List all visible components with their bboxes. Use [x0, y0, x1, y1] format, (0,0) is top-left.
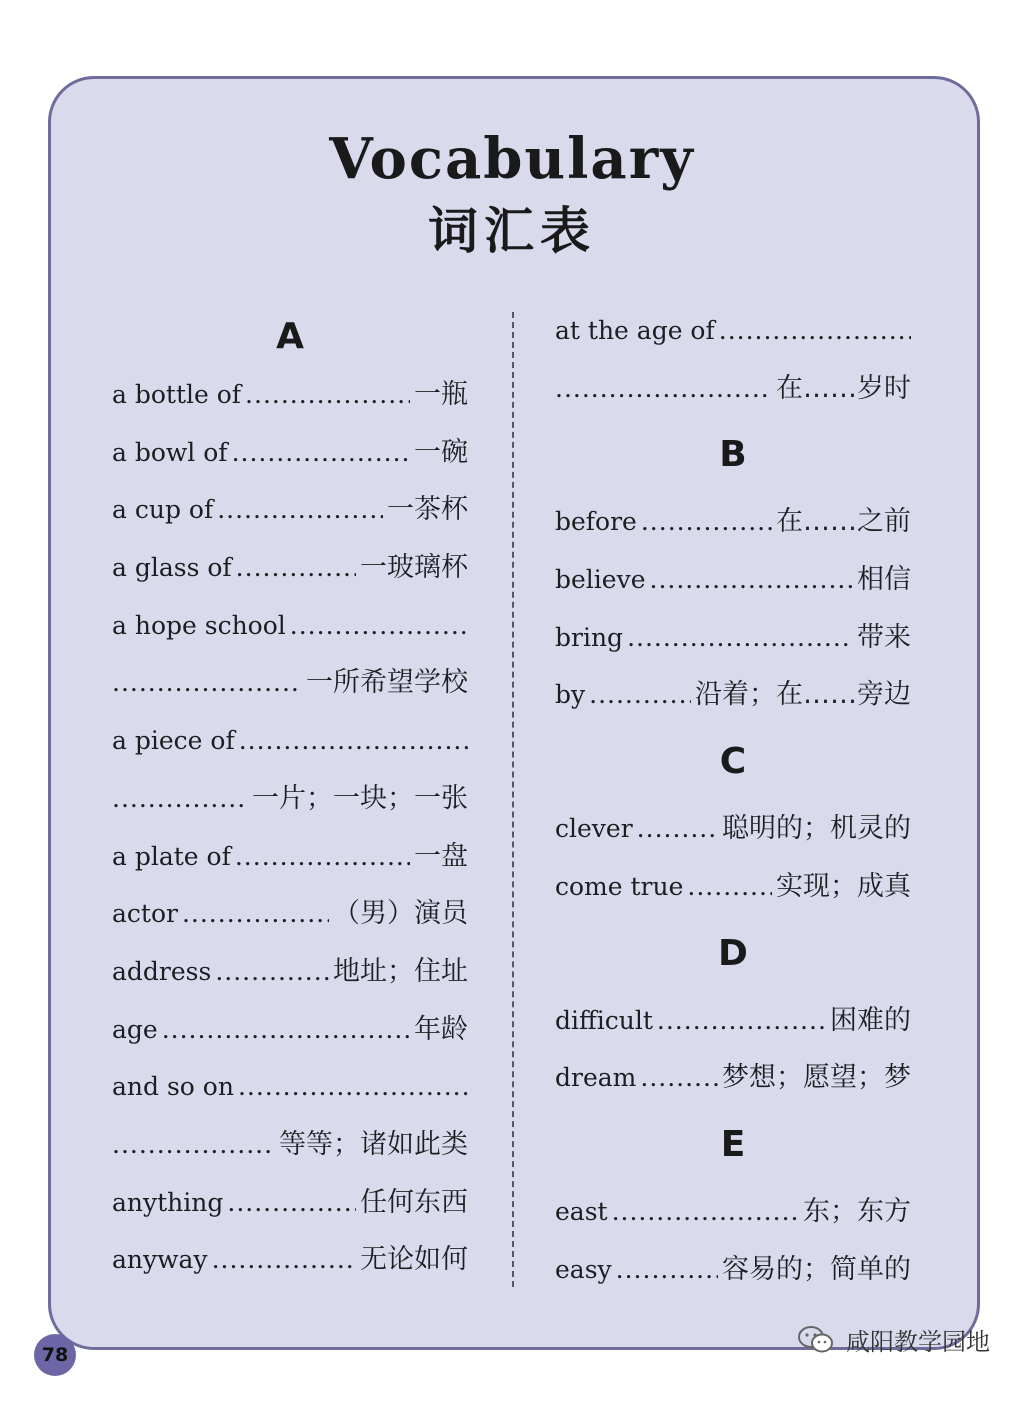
dot-leader [112, 654, 302, 712]
vocab-meaning: 任何东西 [360, 1186, 468, 1218]
dot-leader [112, 770, 248, 828]
vocab-entry [555, 1241, 911, 1299]
vocab-word: a plate of [112, 841, 231, 871]
vocab-word: easy [555, 1254, 612, 1284]
watermark [796, 1322, 990, 1357]
vocab-word: a bowl of [112, 437, 228, 467]
vocab-entry [555, 1049, 911, 1107]
dot-leader [236, 539, 356, 597]
dot-leader [232, 424, 410, 482]
dot-leader [239, 712, 468, 770]
vocab-entry [555, 551, 911, 609]
vocab-meaning: 地址；住址 [333, 955, 468, 987]
vocab-entry [112, 424, 468, 482]
dot-leader [212, 1231, 356, 1289]
vocab-word: difficult [555, 1005, 653, 1035]
vocab-meaning: 一盘 [414, 840, 468, 872]
page-title: Vocabulary [329, 126, 695, 192]
dot-leader [616, 1241, 718, 1299]
column-divider [512, 312, 514, 1287]
section-letter: D [718, 932, 748, 974]
dot-leader [641, 493, 772, 551]
vocab-entry [112, 597, 468, 655]
vocab-word: anything [112, 1187, 224, 1217]
section-letter: E [720, 1123, 746, 1165]
vocab-meaning: （男）演员 [333, 898, 468, 930]
vocab-word: anyway [112, 1245, 208, 1275]
vocab-entry [112, 1231, 468, 1289]
vocab-meaning: 带来 [857, 621, 911, 653]
vocab-word: dream [555, 1063, 637, 1093]
dot-leader [238, 1058, 468, 1116]
vocab-meaning: 一片；一块；一张 [252, 782, 468, 814]
vocab-meaning: 年龄 [414, 1013, 468, 1045]
vocab-entry [112, 1058, 468, 1116]
vocab-meaning: 实现；成真 [776, 870, 911, 902]
vocab-entry [112, 770, 468, 828]
dot-leader [555, 360, 772, 418]
vocab-entry [555, 302, 911, 360]
vocab-word: east [555, 1196, 608, 1226]
vocab-meaning: 在……岁时 [776, 372, 911, 404]
vocab-meaning: 聪明的；机灵的 [722, 813, 911, 845]
dot-leader [162, 1001, 410, 1059]
vocab-entry [112, 1116, 468, 1174]
vocab-word: age [112, 1014, 158, 1044]
vocab-meaning: 在……之前 [776, 506, 911, 538]
wechat-icon [796, 1324, 836, 1356]
vocab-entry [112, 654, 468, 712]
dot-leader [637, 800, 718, 858]
vocab-meaning: 相信 [857, 564, 911, 596]
vocab-meaning: 无论如何 [360, 1244, 468, 1276]
vocab-word: believe [555, 565, 646, 595]
dot-leader [589, 666, 691, 724]
dot-leader [215, 943, 329, 1001]
vocab-word: address [112, 956, 212, 986]
vocab-meaning: 梦想；愿望；梦 [722, 1062, 911, 1094]
vocab-word: a glass of [112, 553, 232, 583]
dot-leader [627, 609, 853, 667]
page-subtitle: 词汇表 [428, 202, 596, 260]
vocab-meaning: 一玻璃杯 [360, 552, 468, 584]
dot-leader [657, 992, 826, 1050]
vocab-entry [555, 493, 911, 551]
vocab-word: actor [112, 899, 178, 929]
watermark-text: 咸阳教学园地 [846, 1328, 990, 1356]
vocab-entry [555, 360, 911, 418]
dot-leader [290, 597, 468, 655]
vocab-word: clever [555, 814, 633, 844]
vocab-entry [555, 1183, 911, 1241]
vocab-meaning: 东；东方 [803, 1195, 911, 1227]
vocab-entry [112, 885, 468, 943]
dot-leader [640, 1049, 718, 1107]
vocab-entry [555, 666, 911, 724]
section-letter: C [719, 741, 747, 783]
vocab-word: bring [555, 622, 624, 652]
vocab-entry [112, 1174, 468, 1232]
vocab-column-right [555, 302, 911, 1298]
section-letter: B [719, 434, 747, 476]
vocab-entry [112, 1001, 468, 1059]
vocab-meaning: 一茶杯 [387, 494, 468, 526]
vocab-entry [112, 943, 468, 1001]
dot-leader [612, 1183, 799, 1241]
dot-leader [650, 551, 853, 609]
dot-leader [112, 1116, 275, 1174]
dot-leader [217, 481, 383, 539]
vocab-meaning: 一瓶 [414, 379, 468, 410]
dot-leader [227, 1174, 356, 1232]
vocab-word: and so on [112, 1072, 234, 1102]
dot-leader [687, 858, 772, 916]
section-letter: A [276, 316, 304, 357]
vocab-entry [112, 366, 468, 424]
vocab-column-left [112, 308, 468, 1289]
vocab-word: a piece of [112, 726, 235, 756]
vocab-word: a hope school [112, 610, 286, 640]
vocab-entry [555, 858, 911, 916]
vocab-word: a cup of [112, 495, 214, 525]
dot-leader [235, 828, 410, 886]
page-number: 78 [34, 1334, 76, 1376]
vocab-meaning: 一所希望学校 [306, 667, 468, 699]
vocab-meaning: 困难的 [830, 1004, 911, 1036]
vocab-entry [555, 992, 911, 1050]
dot-leader [719, 302, 911, 360]
vocab-meaning: 一碗 [414, 436, 468, 468]
vocab-meaning: 容易的；简单的 [722, 1253, 911, 1285]
vocab-word: before [555, 507, 637, 537]
vocab-entry [555, 609, 911, 667]
vocab-meaning: 沿着；在……旁边 [695, 679, 911, 711]
vocab-word: by [555, 680, 586, 710]
vocab-entry [112, 539, 468, 597]
vocab-entry [112, 712, 468, 770]
vocab-word: come true [555, 871, 684, 901]
vocab-entry [112, 828, 468, 886]
vocab-word: at the age of [555, 316, 715, 345]
vocab-word: a bottle of [112, 380, 242, 409]
vocab-meaning: 等等；诸如此类 [279, 1128, 468, 1160]
vocab-entry [555, 800, 911, 858]
dot-leader [245, 366, 410, 424]
dot-leader [182, 885, 329, 943]
vocab-entry [112, 481, 468, 539]
